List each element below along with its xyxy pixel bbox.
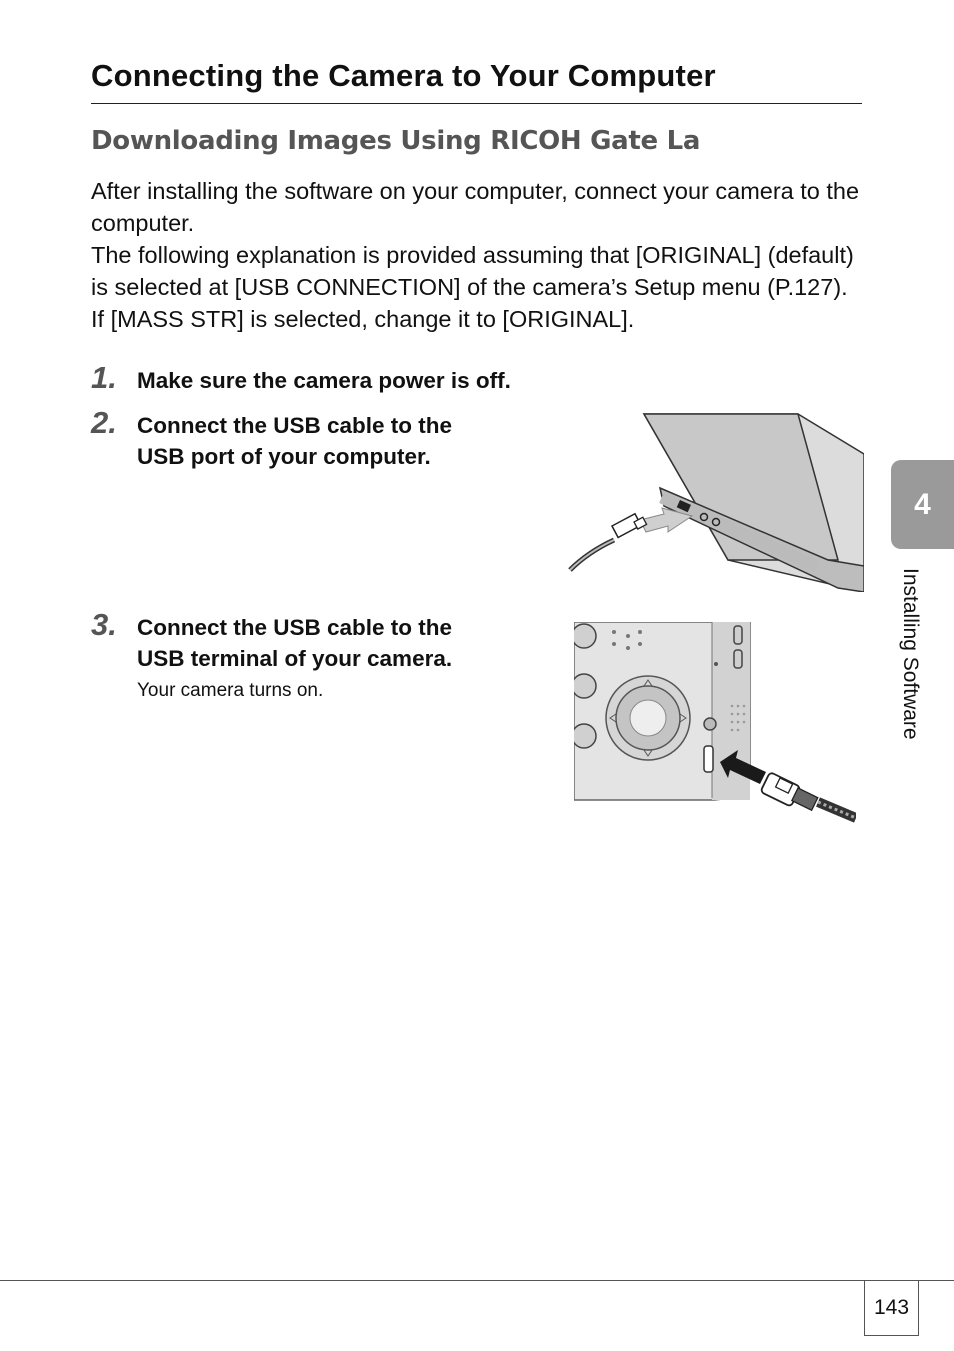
step-1-text	[137, 365, 511, 396]
step-3-note: Your camera turns on.	[137, 680, 324, 701]
title-divider	[91, 103, 862, 104]
footer-divider	[0, 1280, 954, 1281]
intro-paragraph-1: After installing the software on your computer, connect your camera to the computer.	[91, 178, 860, 236]
page-number-box	[864, 1280, 919, 1336]
step-2-number: 2.	[91, 405, 117, 440]
chapter-number: 4	[914, 487, 931, 521]
step-1-number: 1.	[91, 360, 117, 395]
page-number: 143	[873, 1295, 910, 1319]
laptop-usb-illustration	[568, 410, 864, 592]
chapter-section-label: Installing Software	[899, 568, 922, 740]
page-title: Connecting the Camera to Your Computer	[91, 58, 716, 93]
intro-paragraph-2: The following explanation is provided assuming that [ORIGINAL] (default) is selected at [USB CONNECTION] of the camera’s Setup menu (P.127). If [MASS STR] is selected, change it to [ORIGINAL].	[91, 242, 854, 332]
step-2-line-1: Connect the USB cable to the	[137, 413, 453, 438]
step-1-line-1: Make sure the camera power is off.	[137, 368, 511, 393]
section-subtitle: Downloading Images Using RICOH Gate La	[91, 126, 701, 156]
camera-usb-illustration	[574, 622, 856, 826]
step-3-number: 3.	[91, 607, 117, 642]
intro-text	[91, 175, 866, 335]
step-2-line-2: USB port of your computer.	[137, 444, 431, 469]
chapter-tab	[891, 460, 954, 549]
step-3-line-2: USB terminal of your camera.	[137, 646, 453, 671]
step-2-text	[137, 410, 452, 472]
step-3-line-1: Connect the USB cable to the	[137, 615, 453, 640]
step-3-text	[137, 612, 452, 674]
